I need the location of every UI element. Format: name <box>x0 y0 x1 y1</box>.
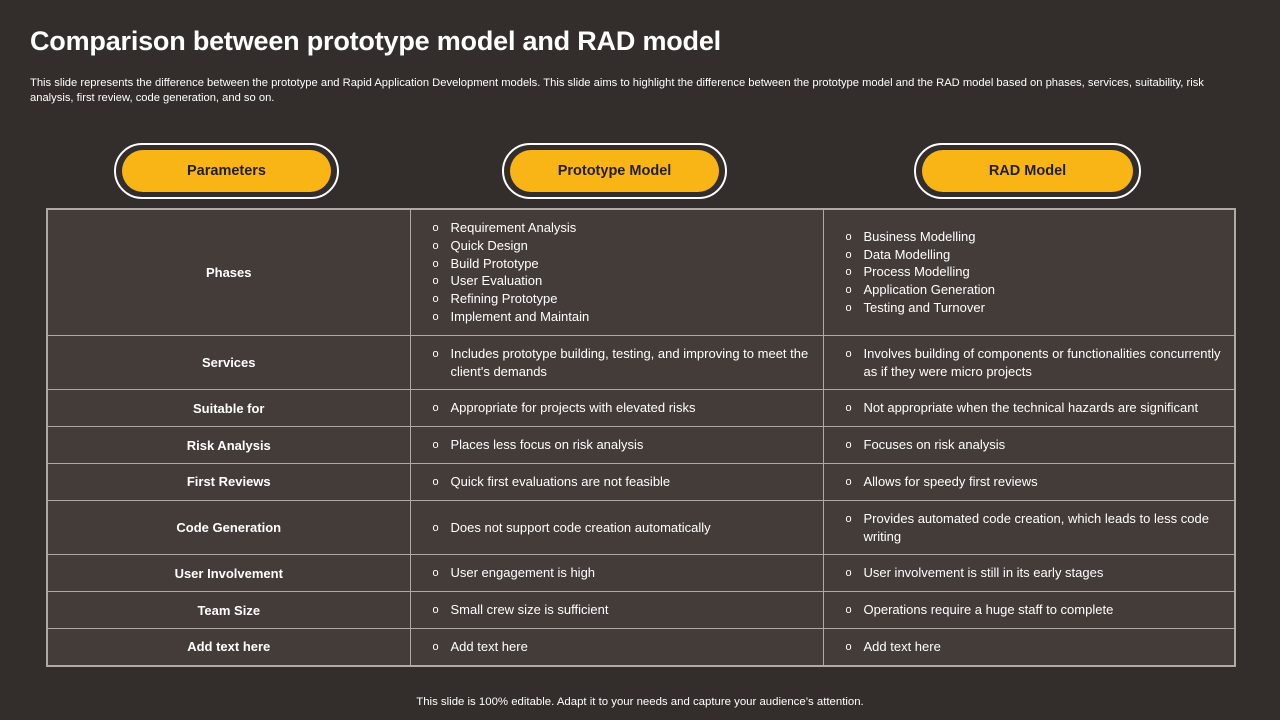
slide-subtitle: This slide represents the difference between the prototype and Rapid Application Development models. This slide aims to highlight the difference between the prototype model and the RAD model based on phases, services, suitability, risk analysis, first review, code generation, and so on. <box>30 77 1204 104</box>
list-item: o Quick first evaluations are not feasible <box>433 473 813 491</box>
cell-prototype <box>410 390 823 427</box>
prototype-list <box>411 555 823 591</box>
prototype-list <box>411 629 823 665</box>
cell-parameter <box>47 335 410 390</box>
list-item: o Provides automated code creation, which leads to less code writing <box>846 510 1225 546</box>
table-row <box>47 427 1235 464</box>
cell-rad <box>823 592 1235 629</box>
cell-prototype <box>410 555 823 592</box>
rad-list <box>824 427 1235 463</box>
table-body <box>47 209 1235 666</box>
list-item: o Does not support code creation automatically <box>433 519 813 537</box>
rad-list <box>824 219 1235 326</box>
list-item: o Data Modelling <box>846 246 1225 264</box>
cell-prototype <box>410 335 823 390</box>
cell-rad <box>823 500 1235 555</box>
table-row <box>47 500 1235 555</box>
comparison-table <box>46 208 1236 667</box>
list-item: o Places less focus on risk analysis <box>433 436 813 454</box>
prototype-list <box>411 510 823 546</box>
list-item: o Refining Prototype <box>433 290 813 308</box>
header-pill-rad-model[interactable] <box>914 143 1141 199</box>
parameter-label: Risk Analysis <box>186 437 271 453</box>
table-row <box>47 335 1235 390</box>
parameter-label: User Involvement <box>174 565 283 581</box>
list-item: o Build Prototype <box>433 255 813 273</box>
list-item: o User involvement is still in its early stages <box>846 564 1225 582</box>
cell-parameter <box>47 463 410 500</box>
cell-parameter <box>47 592 410 629</box>
list-item: o Add text here <box>433 638 813 656</box>
cell-rad <box>823 427 1235 464</box>
list-item: o Not appropriate when the technical hazards are significant <box>846 399 1225 417</box>
parameter-label: Team Size <box>197 602 261 618</box>
list-item: o Requirement Analysis <box>433 219 813 237</box>
cell-prototype <box>410 209 823 335</box>
prototype-list <box>411 336 823 390</box>
cell-parameter <box>47 500 410 555</box>
cell-prototype <box>410 628 823 665</box>
cell-prototype <box>410 463 823 500</box>
page-title: Comparison between prototype model and RAD model <box>30 26 721 56</box>
cell-rad <box>823 209 1235 335</box>
rad-list <box>824 592 1235 628</box>
list-item: o Process Modelling <box>846 263 1225 281</box>
list-item: o User engagement is high <box>433 564 813 582</box>
list-item: o Focuses on risk analysis <box>846 436 1225 454</box>
list-item: o Add text here <box>846 638 1225 656</box>
parameter-label: First Reviews <box>186 474 271 490</box>
parameter-label: Code Generation <box>176 520 282 536</box>
column-header-row <box>46 143 1234 201</box>
rad-list <box>824 501 1235 555</box>
cell-prototype <box>410 500 823 555</box>
table-row <box>47 463 1235 500</box>
list-item: o Implement and Maintain <box>433 308 813 326</box>
rad-list <box>824 629 1235 665</box>
list-item: o Quick Design <box>433 237 813 255</box>
list-item: o Appropriate for projects with elevated risks <box>433 399 813 417</box>
cell-prototype <box>410 592 823 629</box>
cell-rad <box>823 390 1235 427</box>
parameter-label: Phases <box>205 264 252 280</box>
list-item: o Allows for speedy first reviews <box>846 473 1225 491</box>
prototype-list <box>411 464 823 500</box>
cell-parameter <box>47 390 410 427</box>
cell-rad <box>823 555 1235 592</box>
cell-parameter <box>47 427 410 464</box>
list-item: o Testing and Turnover <box>846 299 1225 317</box>
prototype-list <box>411 592 823 628</box>
prototype-list <box>411 210 823 335</box>
table-row <box>47 592 1235 629</box>
list-item: o Application Generation <box>846 281 1225 299</box>
rad-list <box>824 336 1235 390</box>
cell-parameter <box>47 555 410 592</box>
list-item: o Involves building of components or functionalities concurrently as if they were micro projects <box>846 345 1225 381</box>
parameter-label: Suitable for <box>192 400 265 416</box>
table-row <box>47 628 1235 665</box>
table-row <box>47 390 1235 427</box>
cell-rad <box>823 335 1235 390</box>
rad-list <box>824 555 1235 591</box>
list-item: o Operations require a huge staff to complete <box>846 601 1225 619</box>
table-row <box>47 555 1235 592</box>
slide-footer: This slide is 100% editable. Adapt it to your needs and capture your audience’s attention. <box>416 696 864 708</box>
list-item: o User Evaluation <box>433 272 813 290</box>
header-pill-parameters[interactable] <box>114 143 339 199</box>
rad-list <box>824 390 1235 426</box>
prototype-list <box>411 427 823 463</box>
parameter-label: Services <box>202 355 256 371</box>
header-pill-rad-model-label: RAD Model <box>922 150 1133 192</box>
cell-parameter <box>47 628 410 665</box>
header-pill-prototype-model-label: Prototype Model <box>510 150 719 192</box>
list-item: o Includes prototype building, testing, and improving to meet the client's demands <box>433 345 813 381</box>
cell-parameter <box>47 209 410 335</box>
cell-rad <box>823 628 1235 665</box>
rad-list <box>824 464 1235 500</box>
list-item: o Business Modelling <box>846 228 1225 246</box>
table-row <box>47 209 1235 335</box>
cell-rad <box>823 463 1235 500</box>
header-pill-prototype-model[interactable] <box>502 143 727 199</box>
cell-prototype <box>410 427 823 464</box>
prototype-list <box>411 390 823 426</box>
header-pill-parameters-label: Parameters <box>122 150 331 192</box>
parameter-label: Add text here <box>187 639 271 655</box>
list-item: o Small crew size is sufficient <box>433 601 813 619</box>
